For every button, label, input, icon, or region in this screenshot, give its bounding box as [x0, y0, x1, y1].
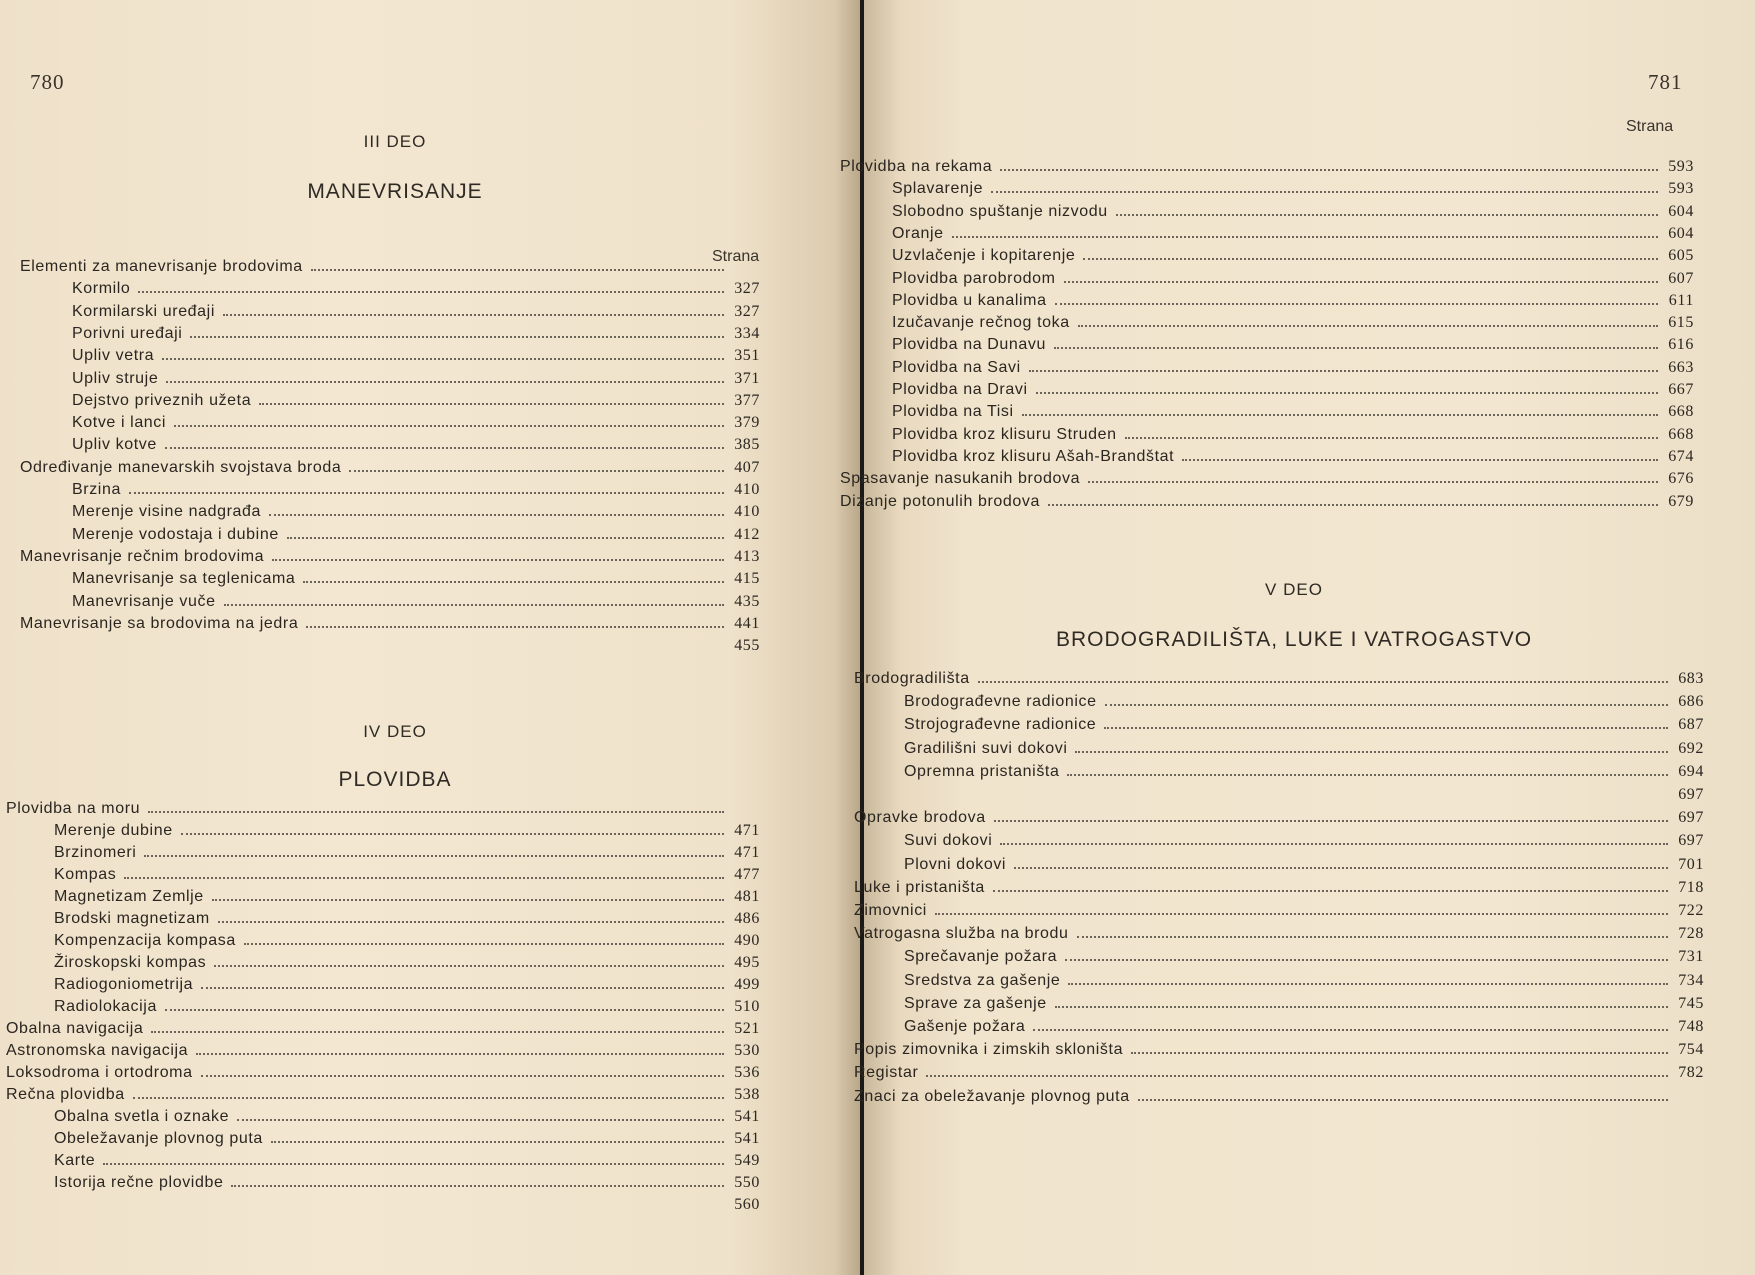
dot-leader [926, 1075, 1668, 1077]
dot-leader [138, 291, 724, 293]
dot-leader [196, 1053, 724, 1055]
dot-leader [1036, 392, 1658, 394]
toc-entry-page: 722 [1678, 902, 1704, 919]
toc-entry-page: 435 [734, 592, 760, 610]
dot-leader [212, 899, 724, 901]
toc-entry-page: 687 [1678, 716, 1704, 734]
toc-entry-page: 728 [1678, 925, 1704, 943]
toc-entry-page: 663 [1668, 358, 1694, 376]
dot-leader [1000, 843, 1668, 845]
dot-leader [218, 921, 724, 923]
toc-entry-title: Magnetizam Zemlje [54, 888, 204, 905]
toc-entry-title: Radiolokacija [54, 998, 157, 1015]
toc-entry [854, 1041, 1704, 1059]
toc-entry-title: Manevrisanje vuče [72, 592, 216, 610]
toc-entry [6, 800, 760, 818]
dot-leader [244, 943, 724, 945]
toc-entry-title: Obeležavanje plovnog puta [54, 1130, 263, 1147]
toc-entry-title: Astronomska navigacija [6, 1042, 189, 1059]
dot-leader [144, 855, 724, 857]
dot-leader [162, 358, 724, 360]
dot-leader [952, 236, 1658, 238]
toc-entry-title: Brzina [72, 481, 121, 498]
dot-leader [201, 987, 724, 989]
toc-entry-page: 413 [734, 547, 760, 565]
dot-leader [272, 559, 724, 561]
toc-entry [892, 403, 1694, 421]
toc-entry [904, 995, 1704, 1013]
dot-leader [1077, 936, 1668, 938]
toc-entry-page: 676 [1668, 470, 1694, 488]
dot-leader [1088, 481, 1658, 483]
toc-entry-page: 327 [734, 280, 760, 298]
strana-label-left: Strana [712, 248, 760, 265]
toc-entry-title: Sprave za gašenje [904, 994, 1047, 1012]
toc-entry-title: Brodski magnetizam [54, 910, 210, 927]
dot-leader [993, 890, 1668, 892]
toc-entry [892, 314, 1694, 332]
toc-entry [892, 448, 1694, 466]
dot-leader [214, 965, 724, 967]
dot-leader [1048, 504, 1658, 506]
toc-entry [54, 1174, 760, 1192]
toc-entry-page: 692 [1678, 739, 1704, 757]
toc-entry [840, 470, 1694, 488]
section-title-brodogradilista: BRODOGRADILIŠTA, LUKE I VATROGASTVO [1055, 628, 1533, 651]
toc-entry [6, 1020, 760, 1038]
toc-entry-page: 371 [734, 369, 760, 387]
toc-entry-title: Brzinomeri [54, 844, 137, 861]
toc-entry-title: Registar [854, 1064, 919, 1082]
toc-entry-page: 538 [734, 1086, 760, 1103]
toc-entry-page: 674 [1668, 447, 1694, 465]
dot-leader [151, 1031, 724, 1033]
toc-entry-page: 490 [734, 932, 760, 949]
dot-leader [223, 314, 724, 316]
part-heading-iii: III DEO [363, 132, 427, 151]
toc-entry-title: Obalna svetla i oznake [54, 1108, 230, 1125]
toc-entry-page: 604 [1668, 202, 1694, 220]
toc-entry [854, 925, 1704, 943]
dot-leader [935, 913, 1668, 915]
toc-entry-page: 495 [734, 954, 760, 971]
toc-entry-page: 686 [1678, 693, 1704, 711]
dot-leader [1131, 1052, 1668, 1054]
toc-entry [904, 832, 1704, 850]
dot-leader [994, 820, 1668, 822]
toc-entry-page: 616 [1668, 336, 1694, 354]
toc-entry-title: Suvi dokovi [904, 832, 993, 850]
toc-entry-title: Elementi za manevrisanje brodovima [20, 258, 303, 275]
toc-entry [72, 325, 760, 343]
toc-entry-title: Plovidba parobrodom [892, 269, 1056, 287]
toc-entry-title: Plovidba na Dunavu [892, 336, 1047, 354]
toc-entry [840, 493, 1694, 511]
toc-entry-title: Kompenzacija kompasa [54, 932, 236, 949]
dot-leader [1065, 959, 1668, 961]
dot-leader [165, 447, 724, 449]
toc-entry-page: 754 [1678, 1041, 1704, 1059]
toc-entry-title: Loksodroma i ortodroma [6, 1064, 193, 1081]
dot-leader [1055, 1006, 1668, 1008]
toc-entry-title: Merenje vodostaja i dubine [72, 525, 279, 543]
toc-entry [892, 203, 1694, 221]
toc-entry [892, 359, 1694, 377]
toc-entry [892, 270, 1694, 288]
toc-entry-page: 718 [1678, 878, 1704, 896]
dot-leader [103, 1163, 724, 1165]
toc-entry [54, 998, 760, 1016]
toc-entry-page: 530 [734, 1042, 760, 1059]
toc-entry-title: Manevrisanje sa brodovima na jedra [20, 614, 299, 632]
toc-entry-page: 593 [1668, 180, 1694, 198]
toc-entry [904, 740, 1704, 758]
toc-entry-title: Kormilarski uređaji [72, 302, 215, 320]
toc-entry-title: Plovidba u kanalima [892, 291, 1047, 309]
dot-leader [1014, 867, 1668, 869]
dot-leader [181, 833, 724, 835]
toc-entry [904, 716, 1704, 734]
toc-entry [854, 670, 1704, 688]
toc-entry [54, 888, 760, 906]
toc-entry [840, 158, 1694, 176]
toc-entry [54, 910, 760, 928]
toc-entry-title: Dejstvo priveznih užeta [72, 391, 252, 409]
toc-entry-title: Dizanje potonulih brodova [840, 492, 1041, 510]
toc-entry-page: 734 [1678, 971, 1704, 989]
strana-label-right: Strana [1626, 118, 1674, 135]
toc-entry-page: 697 [1678, 786, 1704, 803]
toc-entry [904, 693, 1704, 711]
toc-entry-title: Izučavanje rečnog toka [892, 314, 1070, 332]
dot-leader [271, 1141, 724, 1143]
toc-entry-title: Karte [54, 1152, 96, 1169]
toc-entry-title: Popis zimovnika i zimskih skloništa [854, 1041, 1124, 1059]
toc-entry [892, 247, 1694, 265]
section-title-manevrisanje: MANEVRISANJE [307, 180, 483, 203]
toc-entry [892, 336, 1694, 354]
toc-entry-title: Gradilišni suvi dokovi [904, 739, 1068, 757]
toc-entry [854, 879, 1704, 897]
toc-entry [904, 763, 1704, 781]
toc-entry [72, 392, 760, 410]
dot-leader [287, 537, 724, 539]
dot-leader [991, 191, 1658, 193]
toc-entry [892, 292, 1694, 310]
dot-leader [1075, 751, 1668, 753]
toc-entry-title: Plovidba na moru [6, 800, 141, 817]
toc-entry-page: 697 [1678, 809, 1704, 827]
toc-entry-page: 611 [1668, 291, 1694, 309]
toc-entry-page: 683 [1678, 670, 1704, 687]
dot-leader [224, 604, 724, 606]
page-number-right: 781 [1648, 70, 1683, 94]
toc-entry [72, 370, 760, 388]
toc-entry-title: Znaci za obeležavanje plovnog puta [854, 1087, 1130, 1105]
dot-leader [349, 470, 724, 472]
dot-leader [1033, 1029, 1668, 1031]
toc-entry [904, 972, 1704, 990]
toc-entry-title: Opravke brodova [854, 809, 986, 827]
toc-entry [72, 280, 760, 298]
dot-leader [303, 581, 724, 583]
toc-entry-page: 379 [734, 414, 760, 432]
dot-leader [1064, 281, 1659, 283]
part-heading-v: V DEO [1265, 580, 1323, 599]
dot-leader [1104, 727, 1668, 729]
toc-entry [20, 459, 760, 477]
toc-entry-title: Plovidba na rekama [840, 158, 993, 175]
toc-entry-title: Brodogradilišta [854, 670, 970, 687]
dot-leader [1067, 774, 1668, 776]
dot-leader [306, 626, 724, 628]
toc-entry-title: Istorija rečne plovidbe [54, 1174, 224, 1191]
toc-entry [54, 844, 760, 862]
dot-leader [1054, 347, 1658, 349]
toc-entry-page: 415 [734, 570, 760, 588]
toc-entry-title: Kompas [54, 866, 117, 883]
toc-entry-title: Merenje visine nadgrađa [72, 503, 262, 521]
toc-entry [6, 1042, 760, 1060]
toc-entry-page: 694 [1678, 762, 1704, 780]
toc-entry-page: 412 [734, 525, 760, 543]
toc-entry-title: Merenje dubine [54, 822, 173, 839]
toc-entry-title: Plovidba na Savi [892, 358, 1021, 376]
toc-entry [904, 1018, 1704, 1036]
toc-entry-page: 510 [734, 998, 760, 1015]
dot-leader [311, 269, 724, 271]
toc-entry-title: Manevrisanje sa teglenicama [72, 570, 296, 588]
toc-entry [72, 303, 760, 321]
toc-entry [854, 1064, 1704, 1082]
toc-entry [904, 948, 1704, 966]
toc-entry-title: Slobodno spuštanje nizvodu [892, 202, 1108, 220]
toc-entry [892, 225, 1694, 243]
toc-entry-title: Zimovnici [854, 902, 927, 919]
toc-entry [54, 822, 760, 840]
dot-leader [237, 1119, 724, 1121]
toc-entry-page: 410 [734, 481, 760, 498]
toc-entry-title: Sredstva za gašenje [904, 971, 1061, 989]
toc-entry-page: 541 [734, 1130, 760, 1147]
toc-entry-page: 455 [734, 637, 760, 655]
dot-leader [201, 1075, 724, 1077]
toc-entry-page: 607 [1668, 269, 1694, 287]
toc-entry-title: Splavarenje [892, 180, 984, 198]
toc-entry-title: Manevrisanje rečnim brodovima [20, 547, 265, 565]
toc-entry [20, 615, 760, 633]
toc-entry-page: 499 [734, 976, 760, 993]
toc-entry-title: Plovni dokovi [904, 855, 1007, 873]
toc-entry [72, 414, 760, 432]
toc-entry-title: Upliv kotve [72, 436, 157, 454]
toc-entry-page: 550 [734, 1174, 760, 1191]
toc-entry-page: 560 [734, 1196, 760, 1213]
dot-leader [1022, 414, 1658, 416]
toc-entry-title: Radiogoniometrija [54, 976, 194, 993]
toc-entry-title: Rečna plovidba [6, 1086, 125, 1103]
toc-entry-page: 536 [734, 1064, 760, 1081]
toc-entry-page: 486 [734, 910, 760, 927]
toc-entry [54, 1130, 760, 1148]
toc-entry-title: Gašenje požara [904, 1018, 1026, 1035]
toc-entry [54, 1108, 760, 1126]
toc-entry [6, 1086, 760, 1104]
dot-leader [165, 1009, 724, 1011]
toc-entry-title: Kormilo [72, 280, 131, 298]
toc-entry-title: Žiroskopski kompas [54, 954, 207, 971]
toc-entry [20, 258, 760, 276]
toc-entry-page: 668 [1668, 403, 1694, 421]
toc-entry [72, 347, 760, 365]
toc-entry-title: Vatrogasna služba na brodu [854, 925, 1069, 943]
toc-entry [892, 180, 1694, 198]
page-number-left: 780 [30, 70, 65, 94]
left-page [0, 0, 860, 1275]
toc-entry [854, 786, 1704, 804]
toc-entry-title: Porivni uređaji [72, 324, 183, 342]
toc-entry-title: Sprečavanje požara [904, 948, 1058, 966]
toc-entry [54, 866, 760, 884]
toc-entry-page: 471 [734, 822, 760, 839]
toc-entry-title: Plovidba kroz klisuru Ašah-Brandštat [892, 447, 1175, 465]
toc-entry [72, 593, 760, 611]
toc-entry-page: 615 [1668, 314, 1694, 332]
dot-leader [1068, 983, 1668, 985]
toc-entry-title: Spasavanje nasukanih brodova [840, 470, 1081, 488]
toc-entry-page: 441 [734, 614, 760, 632]
dot-leader [124, 877, 724, 879]
toc-entry-title: Oranje [892, 224, 944, 242]
toc-entry-page: 604 [1668, 224, 1694, 242]
toc-entry [72, 436, 760, 454]
dot-leader [259, 403, 724, 405]
toc-entry-page: 605 [1668, 247, 1694, 265]
dot-leader [978, 681, 1668, 683]
toc-entry-title: Uzvlačenje i kopitarenje [892, 247, 1076, 265]
toc-entry-page: 667 [1668, 381, 1694, 398]
dot-leader [174, 425, 724, 427]
toc-entry-title: Plovidba na Dravi [892, 381, 1028, 398]
toc-entry [6, 1064, 760, 1082]
toc-entry-title: Luke i pristaništa [854, 878, 985, 896]
dot-leader [133, 1097, 724, 1099]
toc-entry-page: 668 [1668, 425, 1694, 443]
dot-leader [1138, 1099, 1668, 1101]
right-page [840, 0, 1755, 1275]
toc-entry-title: Kotve i lanci [72, 414, 167, 432]
toc-entry-title: Brodograđevne radionice [904, 693, 1097, 711]
toc-entry [892, 381, 1694, 399]
toc-entry [72, 570, 760, 588]
dot-leader [1116, 214, 1658, 216]
toc-entry [892, 426, 1694, 444]
section-title-plovidba: PLOVIDBA [338, 768, 452, 791]
toc-entry [6, 1196, 760, 1214]
dot-leader [1105, 704, 1668, 706]
toc-entry-page: 549 [734, 1152, 760, 1169]
toc-entry-page: 748 [1678, 1018, 1704, 1035]
toc-entry-page: 745 [1678, 994, 1704, 1012]
toc-entry [854, 902, 1704, 920]
toc-entry [854, 809, 1704, 827]
toc-entry-title: Upliv struje [72, 369, 159, 387]
toc-entry [54, 932, 760, 950]
toc-entry [20, 548, 760, 566]
dot-leader [129, 492, 724, 494]
dot-leader [269, 514, 724, 516]
dot-leader [231, 1185, 724, 1187]
toc-entry [72, 481, 760, 499]
toc-entry-title: Upliv vetra [72, 347, 155, 365]
toc-entry-title: Plovidba kroz klisuru Struden [892, 425, 1117, 443]
toc-entry-page: 481 [734, 888, 760, 905]
toc-entry [54, 1152, 760, 1170]
toc-entry-page: 471 [734, 844, 760, 861]
dot-leader [1000, 169, 1658, 171]
toc-entry-page: 593 [1668, 158, 1694, 175]
toc-entry-page: 327 [734, 302, 760, 320]
toc-entry [904, 856, 1704, 874]
toc-entry [54, 954, 760, 972]
toc-entry-title: Strojograđevne radionice [904, 716, 1097, 734]
toc-entry-page: 731 [1678, 948, 1704, 966]
toc-entry-page: 385 [734, 436, 760, 454]
toc-entry [854, 1088, 1704, 1106]
dot-leader [1182, 459, 1658, 461]
toc-entry-page: 334 [734, 324, 760, 342]
toc-entry-page: 477 [734, 866, 760, 883]
toc-entry-page: 541 [734, 1108, 760, 1125]
toc-entry-title: Određivanje manevarskih svojstava broda [20, 458, 342, 476]
toc-entry-page: 351 [734, 347, 760, 365]
dot-leader [1029, 370, 1658, 372]
dot-leader [1083, 258, 1658, 260]
toc-entry-page: 521 [734, 1020, 760, 1037]
toc-entry-page: 782 [1678, 1064, 1704, 1082]
dot-leader [1055, 303, 1658, 305]
toc-entry-page: 697 [1678, 832, 1704, 850]
dot-leader [148, 811, 724, 813]
toc-entry [72, 526, 760, 544]
dot-leader [1078, 325, 1658, 327]
part-heading-iv: IV DEO [363, 722, 427, 741]
toc-entry-title: Opremna pristaništa [904, 762, 1060, 780]
toc-entry [54, 976, 760, 994]
dot-leader [166, 381, 724, 383]
toc-entry-title: Obalna navigacija [6, 1020, 144, 1037]
toc-entry-page: 407 [734, 458, 760, 476]
toc-entry-page: 377 [734, 391, 760, 409]
toc-entry [20, 637, 760, 655]
toc-entry-page: 679 [1668, 492, 1694, 510]
toc-entry-title: Plovidba na Tisi [892, 403, 1014, 421]
toc-entry-page: 701 [1678, 855, 1704, 873]
toc-entry [72, 503, 760, 521]
toc-entry-page: 410 [734, 503, 760, 521]
dot-leader [1125, 437, 1658, 439]
dot-leader [190, 336, 724, 338]
